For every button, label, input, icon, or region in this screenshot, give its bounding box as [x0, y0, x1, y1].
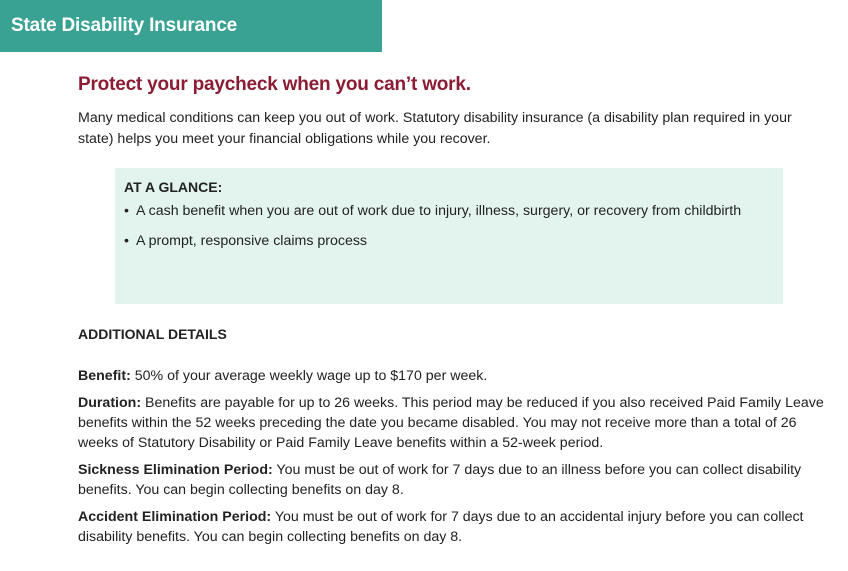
bullet-icon: •: [124, 203, 129, 219]
page-title: State Disability Insurance: [11, 15, 238, 36]
at-a-glance-box: [115, 168, 783, 304]
detail-sickness-elimination: [78, 460, 824, 500]
at-a-glance-list: [124, 201, 773, 251]
glance-item: [124, 201, 773, 221]
detail-label: Sickness Elimination Period:: [78, 462, 273, 478]
detail-duration: [78, 393, 824, 453]
detail-accident-elimination: [78, 507, 824, 547]
glance-item-text: A prompt, responsive claims process: [136, 233, 368, 249]
headline: Protect your paycheck when you can’t work.: [78, 74, 471, 95]
glance-item-text: A cash benefit when you are out of work due to injury, illness, surgery, or recovery from childbirth: [136, 203, 742, 219]
title-banner: [0, 0, 382, 52]
detail-label: Accident Elimination Period:: [78, 509, 272, 525]
at-a-glance-heading: AT A GLANCE:: [124, 179, 223, 195]
detail-text: You must be out of work for 7 days due to an illness before you can collect disability benefits. You can begin collecting benefits on day 8.: [78, 462, 802, 498]
bullet-icon: •: [124, 233, 129, 249]
detail-text: Benefits are payable for up to 26 weeks. This period may be reduced if you also received Paid Family Leave benefits within the 52 weeks preceding the date you became disabled. You may not receive more than a total of 26 weeks of Statutory Disability or Paid Family Leave benefits within a 52-week period.: [78, 395, 824, 451]
additional-details-list: [78, 366, 824, 554]
detail-text: 50% of your average weekly wage up to $170 per week.: [130, 368, 488, 384]
intro-paragraph: Many medical conditions can keep you out of work. Statutory disability insurance (a disability plan required in your state) helps you meet your financial obligations while you recover.: [78, 110, 792, 147]
detail-label: Duration:: [78, 395, 142, 411]
detail-label: Benefit:: [78, 368, 131, 384]
detail-benefit: [78, 366, 824, 386]
detail-text: You must be out of work for 7 days due to an accidental injury before you can collect disability benefits. You can begin collecting benefits on day 8.: [78, 509, 804, 545]
glance-item: [124, 231, 773, 251]
additional-details-heading: ADDITIONAL DETAILS: [78, 326, 227, 342]
